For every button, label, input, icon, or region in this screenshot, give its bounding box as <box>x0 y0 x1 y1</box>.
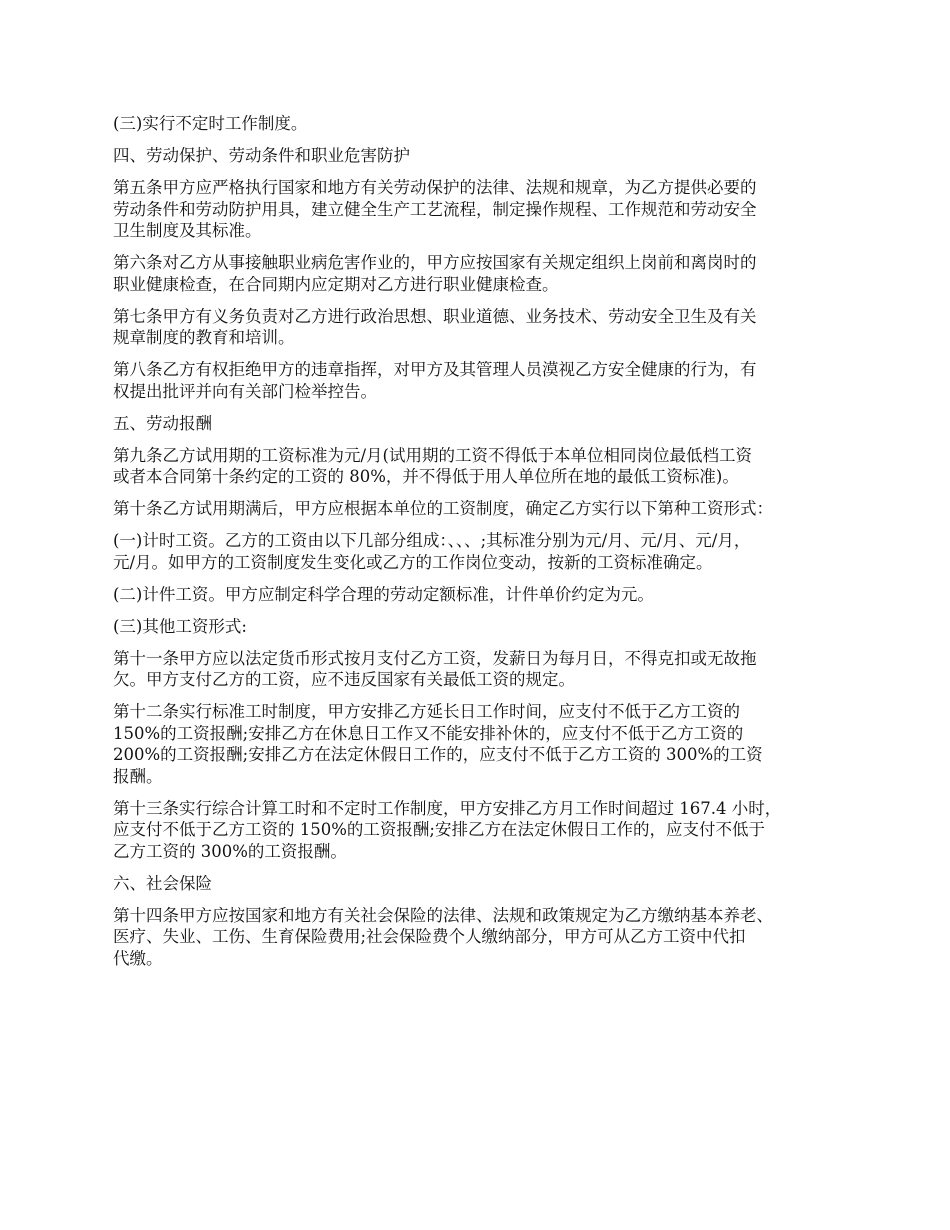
paragraph: 第十条乙方试用期满后，甲方应根据本单位的工资制度，确定乙方实行以下第种工资形式： <box>113 499 773 518</box>
section-heading: 四、劳动保护、劳动条件和职业危害防护 <box>113 146 410 165</box>
paragraph: 第十一条甲方应以法定货币形式按月支付乙方工资，发薪日为每月日，不得克扣或无故拖 欠。甲方支付乙方的工资，应不违反国家有关最低工资的规定。 <box>113 648 757 689</box>
paragraph: (三)实行不定时工作制度。 <box>113 114 308 133</box>
paragraph: 第八条乙方有权拒绝甲方的违章指挥，对甲方及其管理人员漠视乙方安全健康的行为，有 权提出批评并向有关部门检举控告。 <box>113 360 757 401</box>
paragraph: 第五条甲方应严格执行国家和地方有关劳动保护的法律、法规和规章，为乙方提供必要的 劳动条件和劳动防护用具，建立健全生产工艺流程，制定操作规程、工作规范和劳动安全 卫生制度及其标准。 <box>113 178 757 240</box>
paragraph: (一)计时工资。乙方的工资由以下几部分组成：、、、;其标准分别为元/月、元/月、元/月， 元/月。如甲方的工资制度发生变化或乙方的工作岗位变动，按新的工资标准确定。 <box>113 531 751 572</box>
section-heading: 六、社会保险 <box>113 873 212 893</box>
paragraph: 第九条乙方试用期的工资标准为元/月(试用期的工资不得低于本单位相同岗位最低档工资 或者本合同第十条约定的工资的 80%，并不得低于用人单位所在地的最低工资标准)。 <box>113 445 752 486</box>
section-heading: 五、劳动报酬 <box>113 413 212 433</box>
document-body <box>113 113 845 980</box>
paragraph: 第十二条实行标准工时制度，甲方安排乙方延长日工作时间，应支付不低于乙方工资的 150%的工资报酬;安排乙方在休息日工作又不能安排补休的，应支付不低于乙方工资的 200%的工资报酬;安排乙方在法定休假日工作的，应支付不低于乙方工资的 300%的工资 报酬。 <box>113 702 763 786</box>
paragraph: (三)其他工资形式: <box>113 616 247 636</box>
paragraph: (二)计件工资。甲方应制定科学合理的劳动定额标准，计件单价约定为元。 <box>113 584 654 604</box>
paragraph: 第七条甲方有义务负责对乙方进行政治思想、职业道德、业务技术、劳动安全卫生及有关 规章制度的教育和培训。 <box>113 306 757 347</box>
paragraph: 第六条对乙方从事接触职业病危害作业的，甲方应按国家有关规定组织上岗前和离岗时的 职业健康检查，在合同期内应定期对乙方进行职业健康检查。 <box>113 253 757 294</box>
paragraph: 第十三条实行综合计算工时和不定时工作制度，甲方安排乙方月工作时间超过 167.4 小时， 应支付不低于乙方工资的 150%的工资报酬;安排乙方在法定休假日工作的，应支付不低于 乙方工资的 300%的工资报酬。 <box>113 798 782 861</box>
paragraph: 第十四条甲方应按国家和地方有关社会保险的法律、法规和政策规定为乙方缴纳基本养老、 医疗、失业、工伤、生育保险费用;社会保险费个人缴纳部分，甲方可从乙方工资中代扣 代缴。 <box>113 905 773 968</box>
